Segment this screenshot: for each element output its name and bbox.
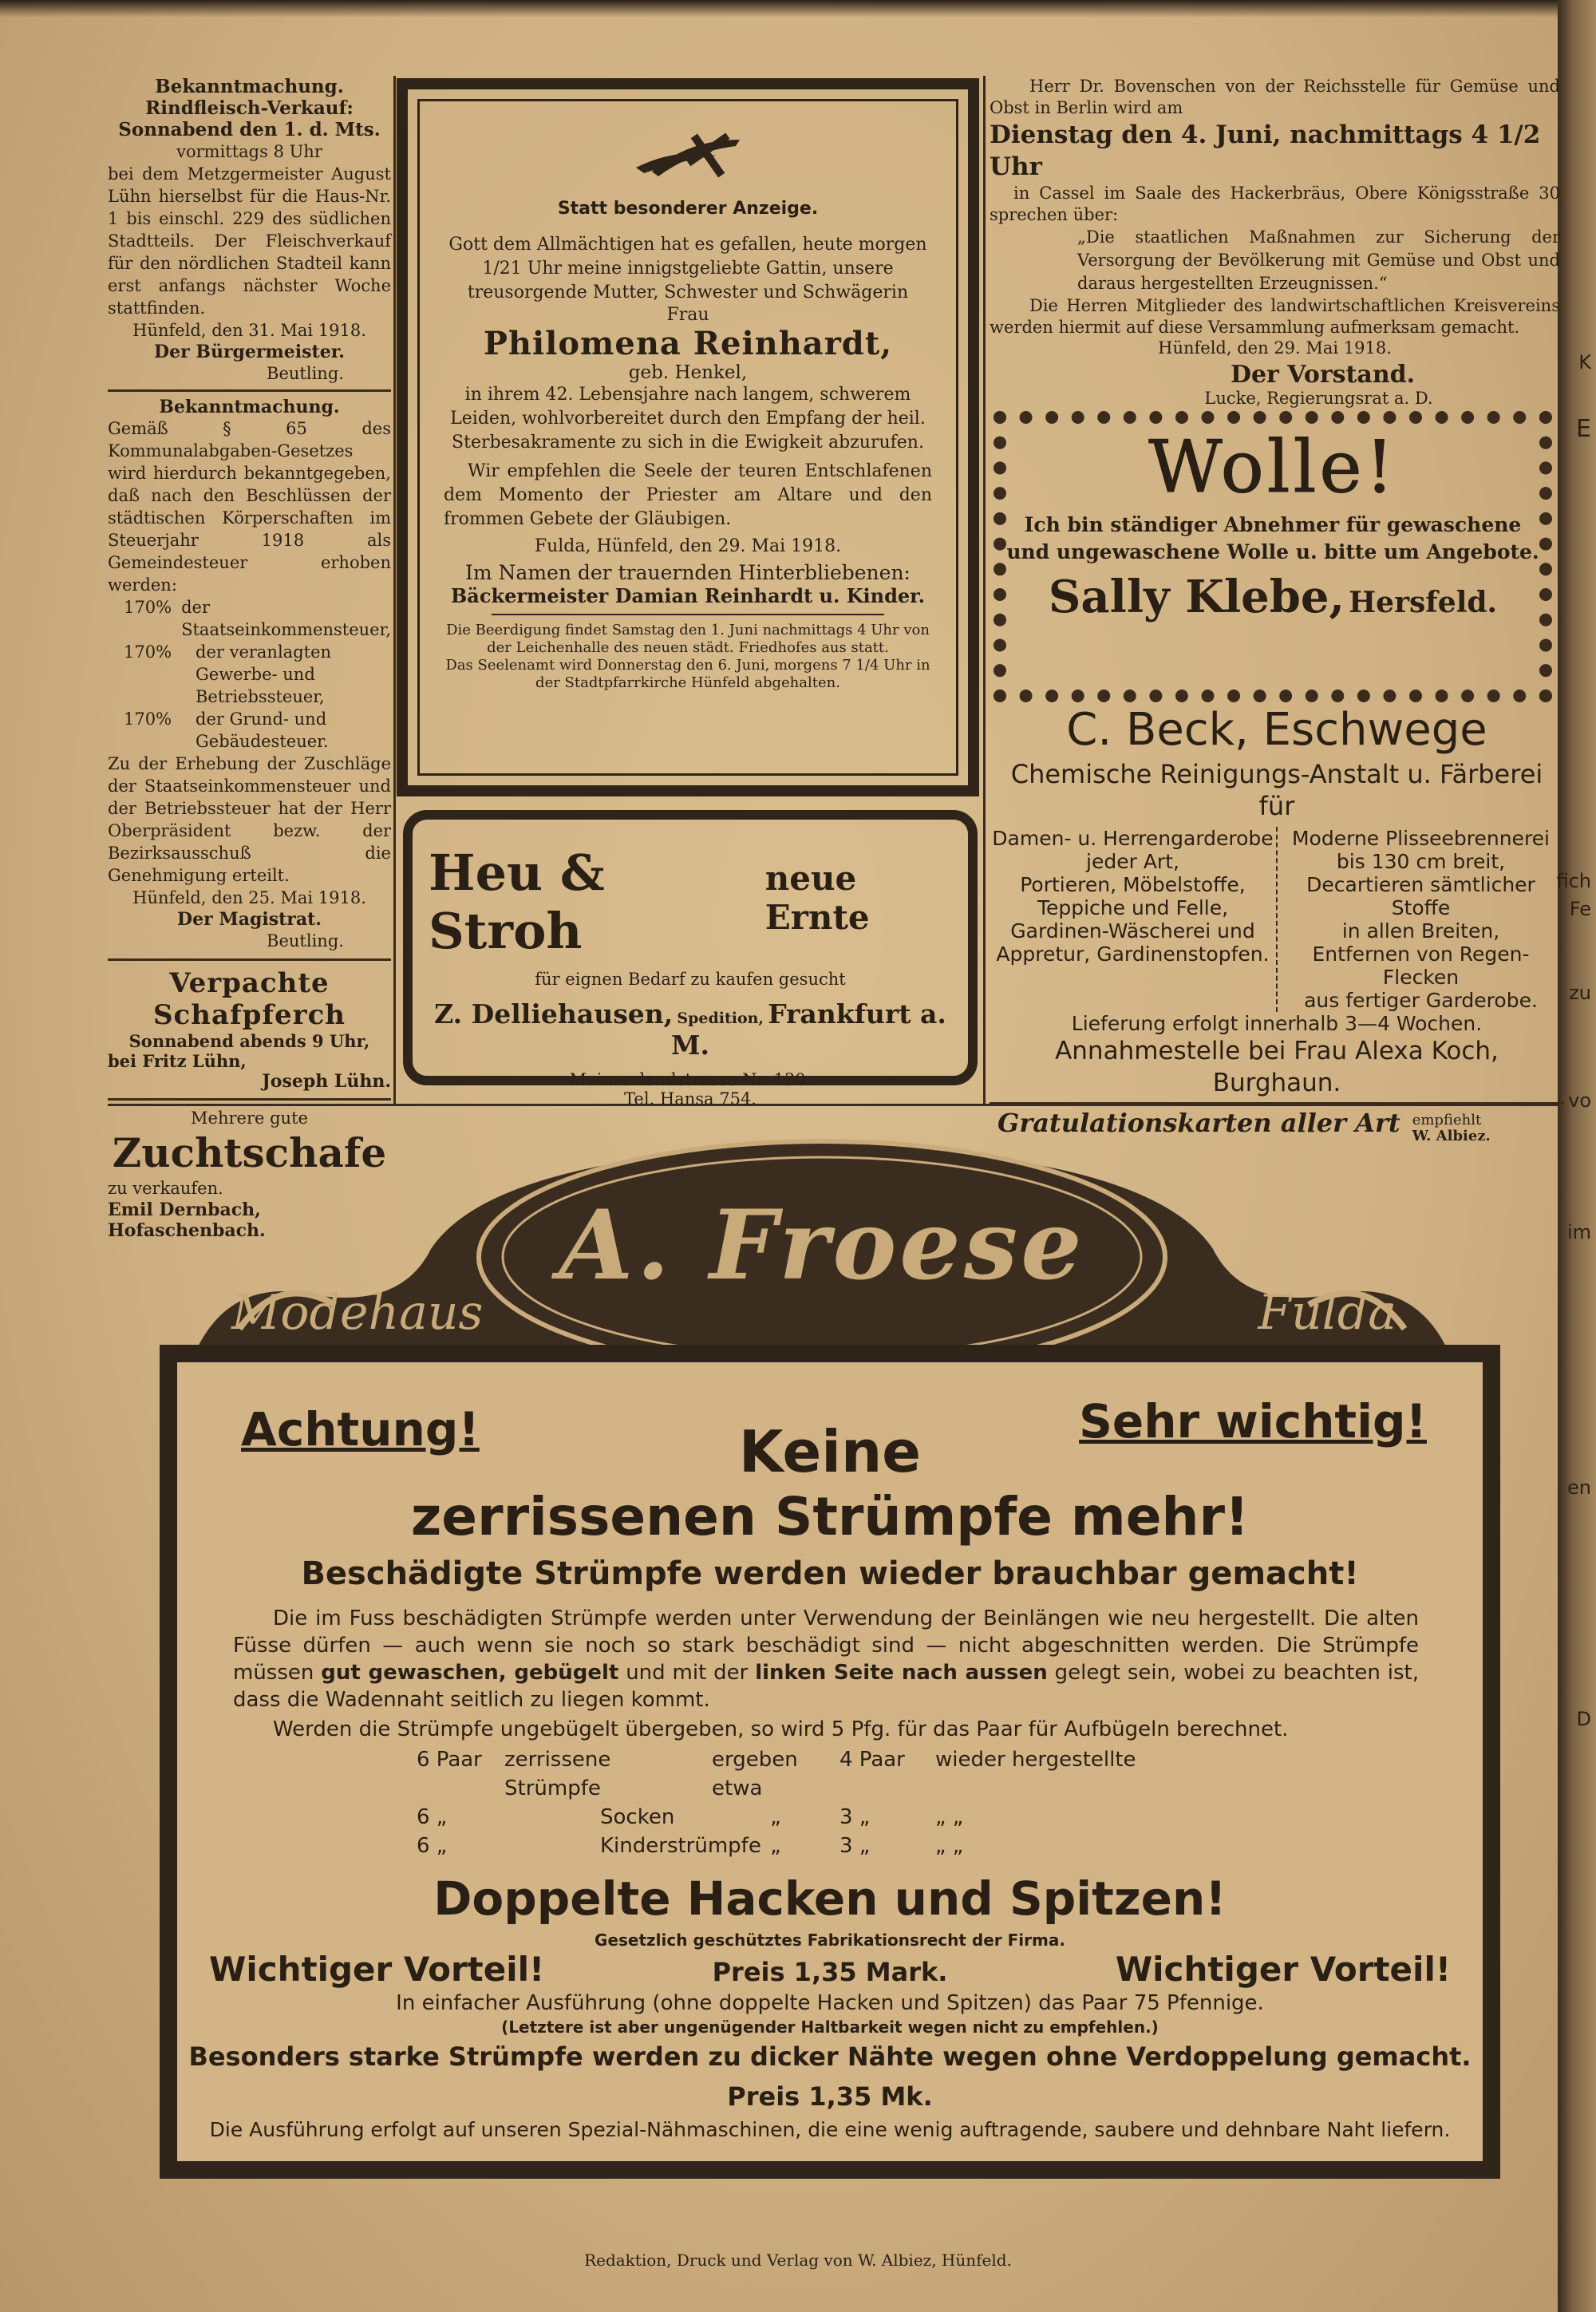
heu-sub: für eignen Bedarf zu kaufen gesucht xyxy=(535,970,846,989)
obit-nee: geb. Henkel, xyxy=(628,362,748,383)
froese-advantage: Wichtiger Vorteil! xyxy=(1115,1950,1451,1989)
service-item: Entfernen von Regen-Flecken xyxy=(1312,943,1530,989)
service-item: Decartieren sämtlicher Stoffe xyxy=(1306,873,1535,919)
sign-name: Lucke, xyxy=(1204,389,1262,408)
notice-signature: Beutling. xyxy=(267,364,344,383)
ad-heu-stroh xyxy=(403,810,978,1109)
froese-text-bold: linken Seite nach aussen xyxy=(755,1661,1048,1685)
froese-table xyxy=(177,1745,1483,1860)
gutter-mark: fich xyxy=(1556,870,1591,892)
froese-modehaus: Modehaus xyxy=(231,1285,484,1341)
tax-rate-text: der veranlagten Gewerbe- und Betriebssteuer, xyxy=(196,642,332,706)
notice-signature: Beutling. xyxy=(267,931,344,950)
obit-intro: Gott dem Allmächtigen hat es gefallen, heute morgen 1/21 Uhr meine innigstgeliebte Gattin, unsere treusorgende Mutter, Schwester und Schwägerin xyxy=(448,235,927,302)
notice-body: Gemäß § 65 des Kommunalabgaben-Gesetzes wird hierdurch bekanntgegeben, daß nach den Beschlüssen der städtischen Körperschaften im Steuerjahr 1918 als Gemeindesteuer erhoben werden: xyxy=(108,419,391,595)
froese-note: (Letztere ist aber ungenügender Haltbarkeit wegen nicht zu empfehlen.) xyxy=(501,2018,1159,2037)
obit-funeral: Die Beerdigung findet Samstag den 1. Juni nachmittags 4 Uhr von der Leichenhalle des neuen städt. Friedhofes aus statt. xyxy=(446,622,930,656)
beck-delivery: Lieferung erfolgt innerhalb 3—4 Wochen. xyxy=(1071,1012,1483,1035)
notice-municipal-tax xyxy=(108,397,391,952)
ad-line: bei Fritz Lühn, xyxy=(108,1051,247,1071)
froese-strong-price: Preis 1,35 Mk. xyxy=(727,2081,933,2112)
ad-beck xyxy=(990,702,1564,1144)
froese-head1: Keine xyxy=(738,1418,922,1485)
gutter-mark: zu xyxy=(1569,982,1591,1004)
beck-left-list xyxy=(990,827,1278,1012)
binding-gutter xyxy=(1558,0,1596,2312)
tax-rate: 170% xyxy=(124,598,172,617)
service-item: bis 130 cm breit, xyxy=(1336,850,1506,873)
froese-strong-row xyxy=(177,2037,1483,2116)
column-rule xyxy=(393,76,396,1105)
froese-patent: Gesetzlich geschütztes Fabrikationsrecht der Firma. xyxy=(595,1931,1065,1950)
heu-tel: Tel. Hansa 754. xyxy=(624,1089,757,1109)
sign-title: Regierungsrat a. D. xyxy=(1266,389,1433,408)
froese-city: Fulda xyxy=(1258,1285,1396,1341)
gutter-mark: im xyxy=(1566,1221,1591,1243)
heu-subtitle: neue Ernte xyxy=(764,859,870,937)
grat-rec: empfiehlt xyxy=(1412,1111,1482,1128)
column-rule xyxy=(983,76,986,1105)
gutter-mark: en xyxy=(1567,1476,1591,1499)
notice-authority: Der Magistrat. xyxy=(177,909,322,930)
froese-machine: Die Ausführung erfolgt auf unseren Spezial-Nähmaschinen, die eine wenig auftragende, saubere und dehnbare Naht liefern. xyxy=(209,2118,1451,2141)
beck-services xyxy=(990,827,1564,1012)
table-row: 6 Paar zerrissene Strümpfe ergeben etwa 4 Paar wieder hergestellte xyxy=(417,1748,1136,1800)
heu-title-row xyxy=(429,844,952,960)
divider xyxy=(108,958,391,961)
imprint-footer: Redaktion, Druck und Verlag von W. Albiez, Hünfeld. xyxy=(584,2251,1012,2270)
ad-name: Emil Dernbach, Hofaschenbach. xyxy=(108,1199,266,1241)
froese-double: Doppelte Hacken und Spitzen! xyxy=(433,1871,1227,1926)
meeting-date: Dienstag den 4. Juni, nachmittags 4 1/2 Uhr xyxy=(990,121,1541,181)
obituary-notice xyxy=(397,78,979,796)
froese-text: Die im Fuss beschädigten Strümpfe werden unter Verwendung der Beinlängen wie neu hergestellt. Die alten Füsse dürfen — auch wenn sie noch so stark beschädigt sind — nicht abgeschnitten werden. Die Strümpfe müssen xyxy=(233,1607,1419,1685)
wolle-line: und ungewaschene Wolle u. bitte um Angebote. xyxy=(1006,540,1539,563)
obit-name: Philomena Reinhardt, xyxy=(483,325,893,362)
ad-title: Zuchtschafe xyxy=(112,1129,387,1176)
service-item: Gardinen-Wäscherei und xyxy=(1010,919,1255,943)
tax-rate: 170% xyxy=(124,709,172,729)
wolle-line: Ich bin ständiger Abnehmer für gewaschene xyxy=(1024,513,1522,536)
beck-sub: Chemische Reinigungs-Anstalt u. Färberei für xyxy=(1010,759,1543,821)
wolle-name: Sally Klebe, xyxy=(1048,571,1345,623)
ad-line: Sonnabend abends 9 Uhr, xyxy=(128,1031,370,1051)
gutter-mark: K xyxy=(1578,351,1591,373)
meeting-place-date: Hünfeld, den 29. Mai 1918. xyxy=(1158,338,1392,358)
froese-text-bold: gut gewaschen, gebügelt xyxy=(321,1661,619,1685)
notice-subheading: Rindfleisch-Verkauf: xyxy=(145,97,354,119)
wolle-title: Wolle! xyxy=(1148,425,1397,509)
heu-firm-row xyxy=(429,998,952,1061)
notice-body: bei dem Metzgermeister August Lühn hierselbst für die Haus-Nr. 1 bis einschl. 229 des südlichen Stadtteils. Der Fleischverkauf für den nördlichen Stadteil kann erst anfangs nächster Woche stattfinden. xyxy=(108,164,391,318)
notice-body: Zu der Erhebung der Zuschläge der Staatseinkommensteuer und der Betriebssteuer hat der Herr Oberpräsident bezw. der Bezirksausschuß die Genehmigung erteilt. xyxy=(108,754,391,885)
divider xyxy=(990,1102,1564,1105)
froese-text: gelegt sein, wobei zu beachten ist, dass die Wadennaht seitlich zu liegen kommt. xyxy=(233,1661,1420,1712)
wolle-contact xyxy=(1006,571,1539,623)
ad-title: Verpachte Schafpferch xyxy=(153,967,346,1031)
grat-title: Gratulationskarten aller Art xyxy=(998,1108,1400,1138)
notice-heading: Bekanntmachung. xyxy=(155,76,344,97)
gutter-mark: Fe xyxy=(1569,898,1591,920)
froese-attention: Achtung! xyxy=(241,1402,480,1456)
beck-agent: Annahmestelle bei Frau Alexa Koch, Burghaun. xyxy=(1055,1037,1499,1097)
tax-rate-text: der Staatseinkommensteuer, xyxy=(181,598,392,639)
froese-sub: Beschädigte Strümpfe werden wieder brauchbar gemacht! xyxy=(301,1555,1359,1592)
obit-body: in ihrem 42. Lebensjahre nach langem, schwerem Leiden, wohlvorbereitet durch den Empfang der heil. Sterbesakramente zu sich in die Ewigkeit abzurufen. xyxy=(450,385,926,453)
notice-date: Sonnabend den 1. d. Mts. xyxy=(118,119,381,140)
right-column xyxy=(990,76,1560,408)
meeting-board: Der Vorstand. xyxy=(1230,361,1416,389)
wolle-city: Hersfeld. xyxy=(1349,586,1498,619)
left-column xyxy=(108,76,391,1241)
obit-body: Wir empfehlen die Seele der teuren Entschlafenen dem Momento der Priester am Altare und den frommen Gebete der Gläubigen. xyxy=(444,461,932,529)
ad-line: zu verkaufen. xyxy=(108,1179,223,1198)
meeting-place: in Cassel im Saale des Hackerbräus, Obere Königsstraße 30 sprechen über: xyxy=(990,184,1560,224)
service-item: Appretur, Gardinenstopfen. xyxy=(996,943,1270,966)
service-item: Damen- u. Herrengarderobe xyxy=(992,827,1274,850)
table-row: 6 „ Kinderstrümpfe „ 3 „ „ „ xyxy=(417,1834,964,1858)
froese-simple: In einfacher Ausführung (ohne doppelte Hacken und Spitzen) das Paar 75 Pfennige. xyxy=(396,1991,1264,2015)
service-item: jeder Art, xyxy=(1086,850,1179,873)
froese-ironing: Werden die Strümpfe ungebügelt übergeben, so wird 5 Pfg. für das Paar für Aufbügeln berechnet. xyxy=(273,1717,1289,1741)
tax-rate-row xyxy=(108,708,391,753)
notice-beef-sale xyxy=(108,76,391,385)
ad-schafpferch xyxy=(108,967,391,1092)
service-item: in allen Breiten, xyxy=(1341,919,1500,943)
tax-rate-row xyxy=(108,641,391,708)
ad-name: Joseph Lühn. xyxy=(262,1071,391,1092)
ad-wolle xyxy=(994,411,1552,702)
page-shadow xyxy=(0,0,1596,18)
tax-rate-row xyxy=(108,596,391,641)
heu-firm-type: Spedition, xyxy=(677,1010,764,1027)
heu-title: Heu & Stroh xyxy=(429,844,605,960)
table-row: 6 „ Socken „ 3 „ „ „ xyxy=(417,1805,964,1829)
notice-authority: Der Bürgermeister. xyxy=(154,342,345,362)
service-item: Portieren, Möbelstoffe, xyxy=(1020,873,1246,896)
obit-place-date: Fulda, Hünfeld, den 29. Mai 1918. xyxy=(534,536,842,556)
notice-place-date: Hünfeld, den 31. Mai 1918. xyxy=(132,321,366,340)
froese-advantage: Wichtiger Vorteil! xyxy=(209,1950,545,1989)
ad-pre: Mehrere gute xyxy=(191,1109,308,1128)
froese-price: Preis 1,35 Mark. xyxy=(712,1957,948,1987)
service-item: Moderne Plisseebrennerei xyxy=(1291,827,1550,850)
froese-text: und mit der xyxy=(626,1661,749,1685)
meeting-sign xyxy=(990,389,1560,408)
froese-paragraph xyxy=(177,1599,1483,1713)
ad-froese xyxy=(160,1345,1500,2179)
service-item: Teppiche und Felle, xyxy=(1037,896,1229,919)
notice-heading: Bekanntmachung. xyxy=(159,397,340,417)
notice-place-date: Hünfeld, den 25. Mai 1918. xyxy=(132,888,366,907)
beck-title: C. Beck, Eschwege xyxy=(1066,704,1487,756)
tax-rate: 170% xyxy=(124,642,172,662)
heu-firm: Z. Delliehausen, xyxy=(434,998,674,1030)
heu-street: Mainzerlandstrasse Nr. 130. xyxy=(569,1070,812,1089)
beck-right-list xyxy=(1278,827,1564,1012)
froese-advantage-row xyxy=(177,1950,1483,1989)
obit-frau: Frau xyxy=(666,305,709,325)
froese-brand: A. Froese xyxy=(559,1189,1085,1302)
meeting-topic: „Die staatlichen Maßnahmen zur Sicherung der Versorgung der Bevölkerung mit Gemüse und Obst und daraus hergestellten Erzeugnissen.“ xyxy=(1077,227,1560,293)
heu-city: Frankfurt a. M. xyxy=(670,998,946,1061)
service-item: aus fertiger Garderobe. xyxy=(1304,989,1538,1012)
palm-cross-icon xyxy=(444,124,932,191)
divider xyxy=(108,1098,391,1101)
gutter-mark: E xyxy=(1576,415,1591,443)
froese-important: Sehr wichtig! xyxy=(1079,1394,1427,1448)
tax-rate-text: der Grund- und Gebäudesteuer. xyxy=(196,709,329,751)
notice-time: vormittags 8 Uhr xyxy=(176,142,322,161)
obit-mass: Das Seelenamt wird Donnerstag den 6. Juni, morgens 7 1/4 Uhr in der Stadtpfarrkirche Hünfeld abgehalten. xyxy=(445,657,930,691)
divider xyxy=(492,614,884,615)
gutter-mark: D xyxy=(1576,1708,1591,1730)
froese-strong: Besonders starke Strümpfe werden zu dicker Nähte wegen ohne Verdoppelung gemacht. xyxy=(188,2041,1472,2072)
obit-header: Statt besonderer Anzeige. xyxy=(557,199,819,219)
gutter-mark: vo xyxy=(1568,1089,1591,1112)
obit-mourners-intro: Im Namen der trauernden Hinterbliebenen: xyxy=(465,561,911,584)
grat-name: W. Albiez. xyxy=(1412,1127,1491,1144)
meeting-invite: Die Herren Mitglieder des landwirtschaftlichen Kreisvereins werden hiermit auf diese Versammlung aufmerksam gemacht. xyxy=(990,296,1560,337)
froese-head2: zerrissenen Strümpfe mehr! xyxy=(410,1486,1250,1547)
divider xyxy=(108,389,391,392)
meeting-intro: Herr Dr. Bovenschen von der Reichsstelle für Gemüse und Obst in Berlin wird am xyxy=(990,77,1560,117)
meeting-notice xyxy=(990,76,1560,408)
obit-mourners: Bäckermeister Damian Reinhardt u. Kinder. xyxy=(451,584,925,607)
